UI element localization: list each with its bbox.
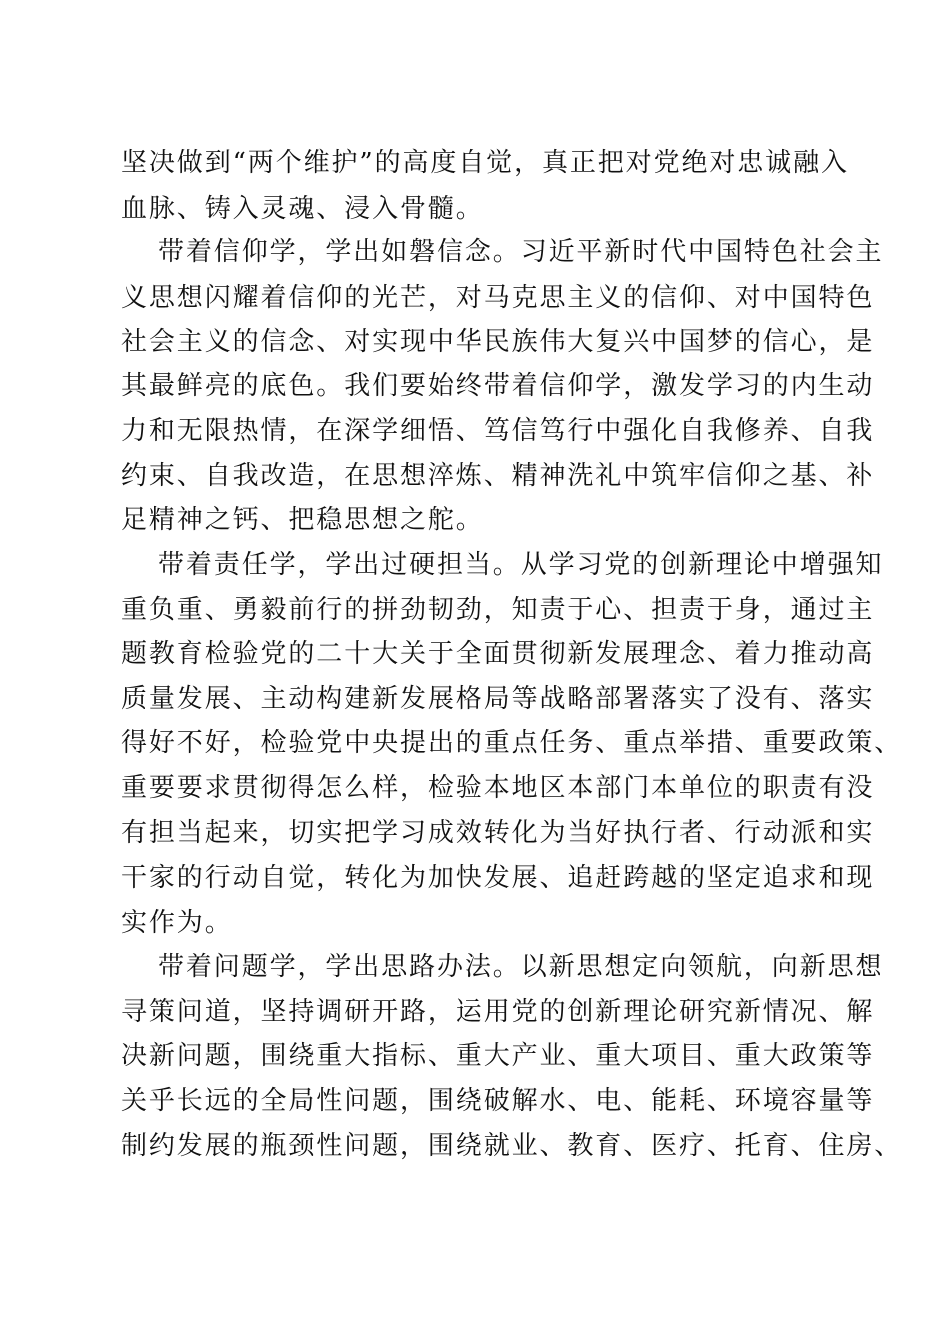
text-line: 题教育检验党的二十大关于全面贯彻新发展理念、着力推动高 [121,639,875,669]
paragraph-start-line: 带着责任学，学出过硬担当。从学习党的创新理论中增强知 [158,550,884,580]
text-line: 其最鲜亮的底色。我们要始终带着信仰学，激发学习的内生动 [121,371,875,401]
text-line: 社会主义的信念、对实现中华民族伟大复兴中国梦的信心，是 [121,327,875,357]
text-line: 决新问题，围绕重大指标、重大产业、重大项目、重大政策等 [121,1041,875,1071]
text-line: 得好不好，检验党中央提出的重点任务、重点举措、重要政策、 [121,728,903,758]
text-line: 质量发展、主动构建新发展格局等战略部署落实了没有、落实 [121,684,875,714]
text-line: 力和无限热情，在深学细悟、笃信笃行中强化自我修养、自我 [121,416,875,446]
text-line: 关乎长远的全局性问题，围绕破解水、电、能耗、环境容量等 [121,1086,875,1116]
text-line: 制约发展的瓶颈性问题，围绕就业、教育、医疗、托育、住房、 [121,1131,903,1161]
text-line: 约束、自我改造，在思想淬炼、精神洗礼中筑牢信仰之基、补 [121,461,875,491]
text-line: 足精神之钙、把稳思想之舵。 [121,505,484,535]
text-line: 义思想闪耀着信仰的光芒，对马克思主义的信仰、对中国特色 [121,283,875,313]
text-line: 干家的行动自觉，转化为加快发展、追赶跨越的坚定追求和现 [121,863,875,893]
paragraph-start-line: 带着信仰学，学出如磐信念。习近平新时代中国特色社会主 [158,237,884,267]
text-line: 寻策问道，坚持调研开路，运用党的创新理论研究新情况、解 [121,997,875,1027]
text-line: 有担当起来，切实把学习成效转化为当好执行者、行动派和实 [121,818,875,848]
text-line: 重负重、勇毅前行的拼劲韧劲，知责于心、担责于身，通过主 [121,595,875,625]
text-line: 实作为。 [121,908,233,938]
paragraph-start-line: 带着问题学，学出思路办法。以新思想定向领航，向新思想 [158,952,884,982]
text-line: 血脉、铸入灵魂、浸入骨髓。 [121,194,484,224]
text-line: 坚决做到“两个维护”的高度自觉，真正把对党绝对忠诚融入 [121,148,849,178]
text-line: 重要要求贯彻得怎么样，检验本地区本部门本单位的职责有没 [121,773,875,803]
